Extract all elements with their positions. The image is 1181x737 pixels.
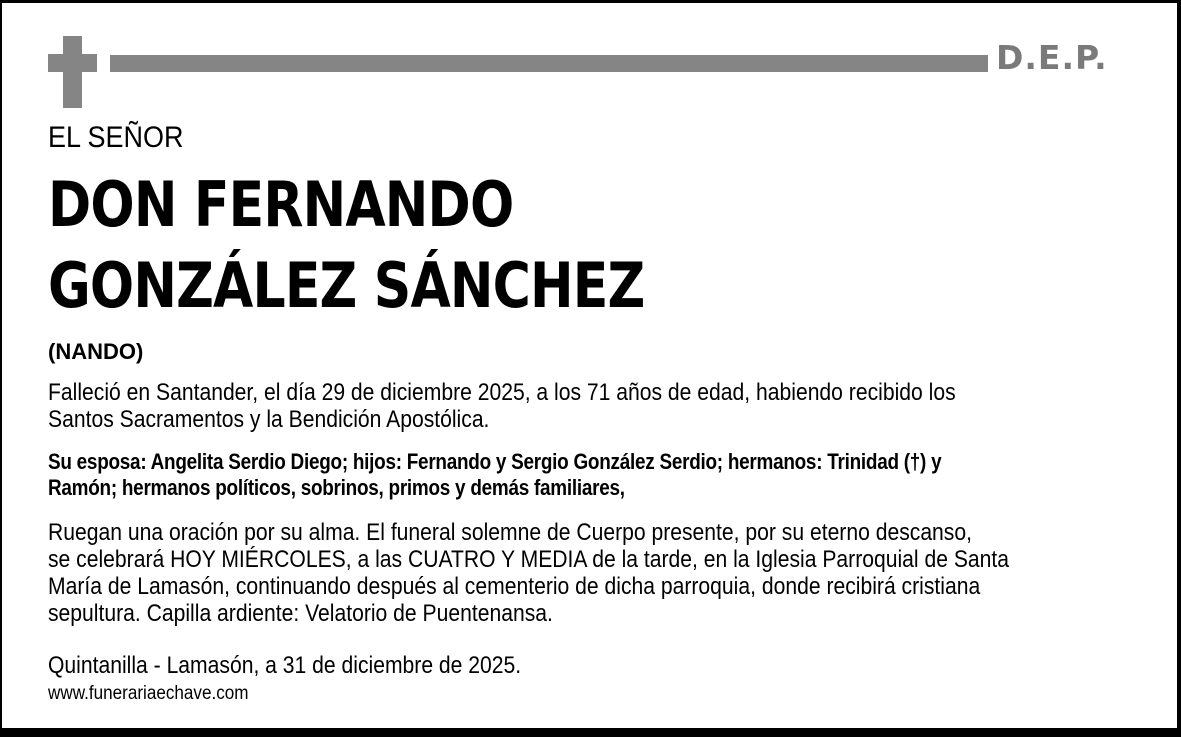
dep-label: D.E.P. xyxy=(996,38,1108,77)
family-line: Ramón; hermanos políticos, sobrinos, primos y demás familiares, xyxy=(48,475,625,500)
funeral-line: María de Lamasón, continuando después al cementerio de dicha parroquia, donde recibirá cristiana xyxy=(48,573,981,600)
honorific: EL SEÑOR xyxy=(48,121,184,154)
death-line: Falleció en Santander, el día 29 de diciembre 2025, a los 71 años de edad, habiendo recibido los xyxy=(48,379,956,406)
funeral-line: sepultura. Capilla ardiente: Velatorio de Puentenansa. xyxy=(48,600,553,627)
deceased-name-line2: GONZÁLEZ SÁNCHEZ xyxy=(48,249,645,322)
funeral-line: Ruegan una oración por su alma. El funeral solemne de Cuerpo presente, por su eterno descanso, xyxy=(48,519,972,546)
family-line: Su esposa: Angelita Serdio Diego; hijos: Fernando y Sergio González Serdio; hermanos: Trinidad (†) y xyxy=(48,449,942,474)
place-date: Quintanilla - Lamasón, a 31 de diciembre de 2025. xyxy=(48,652,522,679)
family-paragraph xyxy=(48,449,941,501)
death-paragraph xyxy=(48,379,956,433)
website-link[interactable]: www.funerariaechave.com xyxy=(48,683,249,704)
deceased-name-line1: DON FERNANDO xyxy=(48,168,514,241)
funeral-paragraph xyxy=(48,519,1009,627)
funeral-line: se celebrará HOY MIÉRCOLES, a las CUATRO Y MEDIA de la tarde, en la Iglesia Parroquial de Santa xyxy=(48,546,1010,573)
nickname: (NANDO) xyxy=(48,339,144,364)
cross-icon xyxy=(63,36,82,108)
header-rule xyxy=(110,55,988,72)
death-line: Santos Sacramentos y la Bendición Apostólica. xyxy=(48,406,490,433)
obituary-card xyxy=(2,3,1177,728)
cross-icon-arm xyxy=(48,54,97,72)
